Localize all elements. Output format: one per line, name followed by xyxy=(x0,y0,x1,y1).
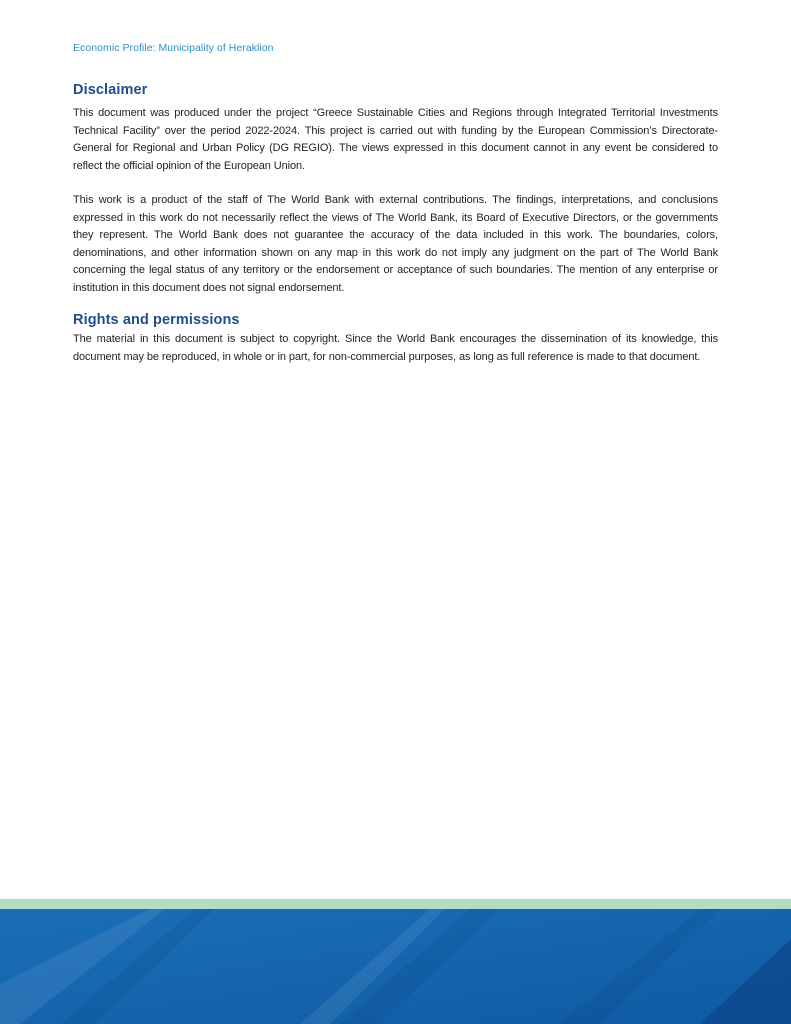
footer-graphic xyxy=(0,899,791,1024)
running-header: Economic Profile: Municipality of Heraklion xyxy=(73,42,274,54)
footer-decorative-band xyxy=(0,899,791,1024)
rights-paragraph: The material in this document is subject to copyright. Since the World Bank encourages the dissemination of its knowledge, this document may be reproduced, in whole or in part, for non-commercial purposes, as long as full reference is made to that document. xyxy=(73,333,718,363)
disclaimer-heading: Disclaimer xyxy=(73,82,148,98)
rights-heading: Rights and permissions xyxy=(73,312,240,328)
disclaimer-paragraph-2: This work is a product of the staff of The World Bank with external contributions. The findings, interpretations, and conclusions expressed in this work do not necessarily reflect the views of The World Bank, its Board of Executive Directors, or the governments they represent. The World Bank does not guarantee the accuracy of the data included in this work. The boundaries, colors, denominations, and other information shown on any map in this work do not imply any judgment on the part of The World Bank concerning the legal status of any territory or the endorsement or acceptance of such boundaries. The mention of any enterprise or institution in this document does not signal endorsement. xyxy=(73,194,718,294)
footer-mint-stripe xyxy=(0,899,791,909)
disclaimer-paragraph-1: This document was produced under the project “Greece Sustainable Cities and Regions through Integrated Territorial Investments Technical Facility” over the period 2022-2024. This project is carried out with funding by the European Commission’s Directorate-General for Regional and Urban Policy (DG REGIO). The views expressed in this document cannot in any event be considered to reflect the official opinion of the European Union. xyxy=(73,107,718,172)
